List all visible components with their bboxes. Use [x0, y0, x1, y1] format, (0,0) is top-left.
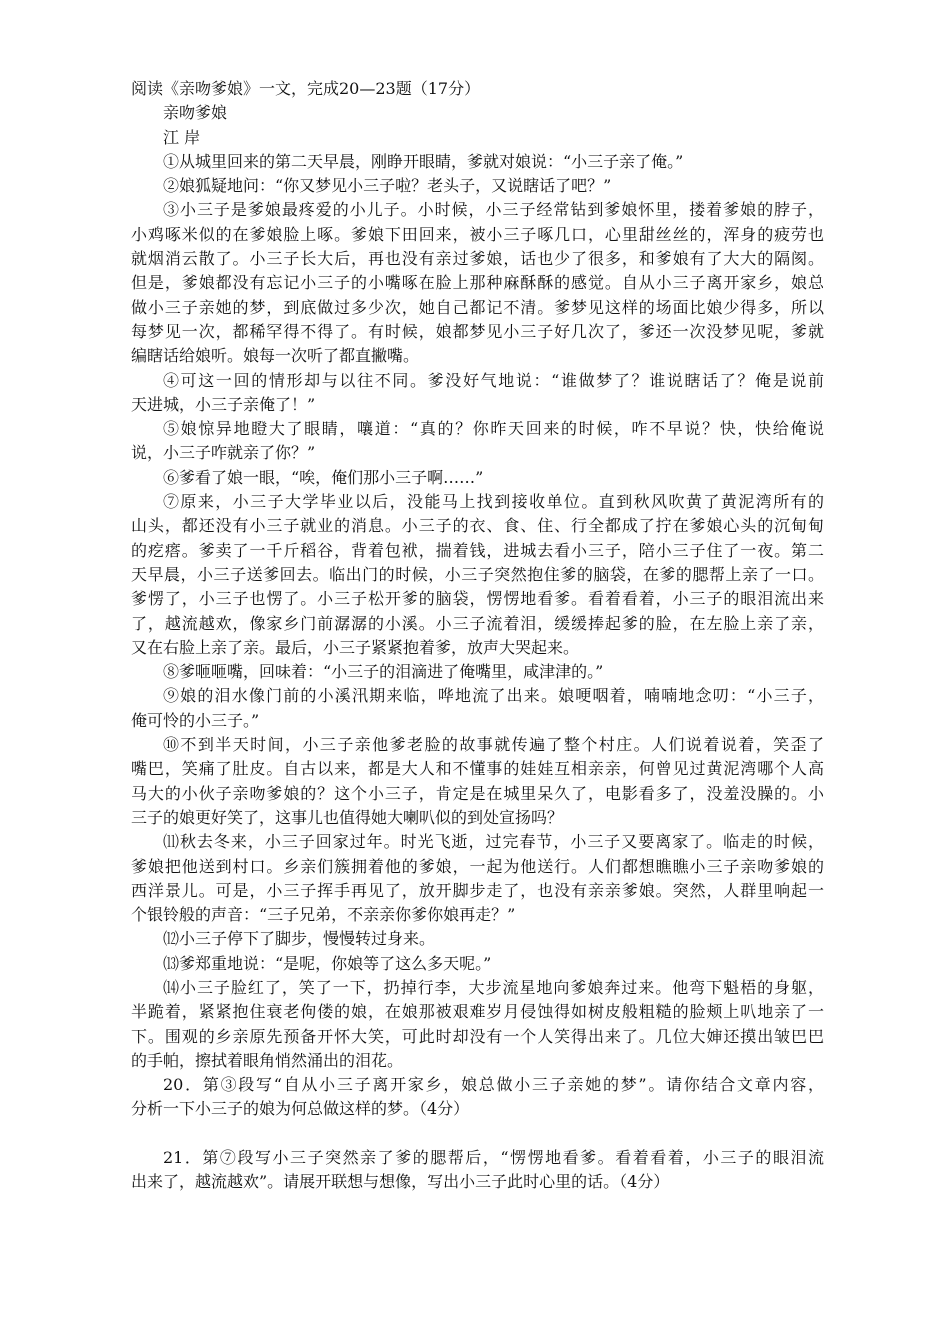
text-line: ⑤娘惊异地瞪大了眼睛，嚷道：“真的？你昨天回来的时候，咋不早说？快，快给俺说: [163, 419, 824, 439]
text-line: 俺可怜的小三子。”: [131, 710, 260, 730]
text-line: ④可这一回的情形却与以往不同。爹没好气地说：“谁做梦了？谁说瞎话了？俺是说前: [163, 370, 824, 390]
text-line: 山头，都还没有小三子就业的消息。小三子的衣、食、住、行全都成了拧在爹娘心头的沉甸甸: [131, 516, 824, 536]
text-line: 20．第③段写“自从小三子离开家乡，娘总做小三子亲她的梦”。请你结合文章内容，: [163, 1075, 824, 1095]
paragraph: [131, 417, 824, 466]
paragraph: [131, 684, 824, 733]
question: [131, 1146, 824, 1195]
text-line: ⑥爹看了娘一眼，“唉，俺们那小三子啊……”: [163, 467, 484, 487]
text-line: 下。围观的乡亲原先预备开怀大笑，可此时却没有一个人笑得出来了。几位大婶还摸出皱巴巴: [131, 1026, 824, 1046]
text-line: 爹娘把他送到村口。乡亲们簇拥着他的爹娘，一起为他送行。人们都想瞧瞧小三子亲吻爹娘的: [131, 856, 824, 876]
text-line: 的疙瘩。爹卖了一千斤稻谷，背着包袱，揣着钱，进城去看小三子，陪小三子住了一夜。第二: [131, 540, 824, 560]
text-line: 但是，爹娘都没有忘记小三子的小嘴啄在脸上那种麻酥酥的感觉。自从小三子离开家乡，娘总: [131, 273, 824, 293]
text-line: ①从城里回来的第二天早晨，刚睁开眼睛，爹就对娘说：“小三子亲了俺。”: [163, 151, 684, 171]
question-section: [131, 1073, 824, 1194]
text-line: 爹愣了，小三子也愣了。小三子松开爹的脑袋，愣愣地看爹。看着看着，小三子的眼泪流出来: [131, 589, 824, 609]
text-line: ⑾秋去冬来，小三子回家过年。时光飞逝，过完春节，小三子又要离家了。临走的时候，: [163, 832, 824, 852]
text-line: ⑦原来，小三子大学毕业以后，没能马上找到接收单位。直到秋风吹黄了黄泥湾所有的: [163, 492, 824, 512]
paragraph: [131, 952, 824, 976]
paragraph: [131, 976, 824, 1073]
article-body: [131, 150, 824, 1073]
paragraph: [131, 927, 824, 951]
text-line: 出来了，越流越欢”。请展开联想与想像，写出小三子此时心里的话。（4分）: [131, 1172, 670, 1192]
paragraph: [131, 660, 824, 684]
text-line: 天早晨，小三子送爹回去。临出门的时候，小三子突然抱住爹的脑袋，在爹的腮帮上亲了一口。: [131, 564, 824, 584]
paragraph: [131, 466, 824, 490]
answer-space: [131, 1122, 824, 1146]
article-title: 亲吻爹娘: [163, 103, 228, 123]
text-line: 又在右脸上亲了亲。最后，小三子紧紧抱着爹，放声大哭起来。: [131, 637, 580, 657]
text-line: 个银铃般的声音：“三子兄弟，不亲亲你爹你娘再走？”: [131, 905, 516, 925]
paragraph: [131, 490, 824, 660]
paragraph: [131, 150, 824, 174]
text-line: 就烟消云散了。小三子长大后，再也没有亲过爹娘，话也少了很多，和爹娘有了大大的隔阂。: [131, 249, 824, 269]
text-line: 西洋景儿。可是，小三子挥手再见了，放开脚步走了，也没有亲亲爹娘。突然，人群里响起一: [131, 880, 824, 900]
paragraph: [131, 369, 824, 418]
article-author: 江 岸: [163, 127, 201, 147]
text-line: ⒁小三子脸红了，笑了一下，扔掉行李，大步流星地向爹娘奔过来。他弯下魁梧的身躯，: [163, 977, 824, 997]
text-line: 了，越流越欢，像家乡门前潺潺的小溪。小三子流着泪，缓缓捧起爹的脸，在左脸上亲了亲，: [131, 613, 824, 633]
text-line: 三子的娘更好笑了，这事儿也值得她大喇叭似的到处宣扬吗？: [131, 807, 564, 827]
paragraph: [131, 174, 824, 198]
text-line: ③小三子是爹娘最疼爱的小儿子。小时候，小三子经常钻到爹娘怀里，搂着爹娘的脖子，: [163, 200, 824, 220]
reading-passage: [131, 77, 824, 1195]
text-line: 21．第⑦段写小三子突然亲了爹的腮帮后，“愣愣地看爹。看着看着，小三子的眼泪流: [163, 1148, 824, 1168]
text-line: 小鸡啄米似的在爹娘脸上啄。爹娘下田回来，被小三子啄几口，心里甜丝丝的，浑身的疲劳也: [131, 224, 824, 244]
text-line: ②娘狐疑地问：“你又梦见小三子啦？老头子，又说瞎话了吧？”: [163, 176, 612, 196]
text-line: 做小三子亲她的梦，到底做过多少次，她自己都记不清。爹梦见这样的场面比娘少得多，所以: [131, 297, 824, 317]
text-line: 说，小三子咋就亲了你？”: [131, 443, 316, 463]
text-line: 天进城，小三子亲俺了！”: [131, 394, 316, 414]
text-line: 半跪着，紧紧抱住衰老佝偻的娘，在娘那被艰难岁月侵蚀得如树皮般粗糙的脸颊上叭地亲了一: [131, 1002, 824, 1022]
text-line: 嘴巴，笑痛了肚皮。自古以来，都是大人和不懂事的娃娃互相亲亲，何曾见过黄泥湾哪个人高: [131, 759, 824, 779]
paragraph: [131, 733, 824, 830]
text-line: ⑿小三子停下了脚步，慢慢转过身来。: [163, 929, 436, 949]
text-line: 每梦见一次，都稀罕得不得了。有时候，娘都梦见小三子好几次了，爹还一次没梦见呢，爹就: [131, 321, 824, 341]
text-line: 的手帕，擦拭着眼角悄然涌出的泪花。: [131, 1050, 404, 1070]
text-line: 分析一下小三子的娘为何总做这样的梦。（4分）: [131, 1099, 470, 1119]
text-line: ⑧爹咂咂嘴，回味着：“小三子的泪滴进了俺嘴里，咸津津的。”: [163, 662, 604, 682]
text-line: ⒀爹郑重地说：“是呢，你娘等了这么多天呢。”: [163, 953, 492, 973]
paragraph: [131, 830, 824, 927]
instruction-line: 阅读《亲吻爹娘》一文，完成20—23题（17分）: [131, 79, 481, 98]
text-line: ⑨娘的泪水像门前的小溪汛期来临，哗地流了出来。娘哽咽着，喃喃地念叨：“小三子，: [163, 686, 824, 706]
text-line: ⑩不到半天时间，小三子亲他爹老脸的故事就传遍了整个村庄。人们说着说着，笑歪了: [163, 735, 824, 755]
text-line: 编瞎话给娘听。娘每一次听了都直撇嘴。: [131, 346, 420, 366]
question: [131, 1073, 824, 1122]
text-line: 马大的小伙子亲吻爹娘的？这个小三子，肯定是在城里呆久了，电影看多了，没羞没臊的。小: [131, 783, 824, 803]
paragraph: [131, 198, 824, 368]
